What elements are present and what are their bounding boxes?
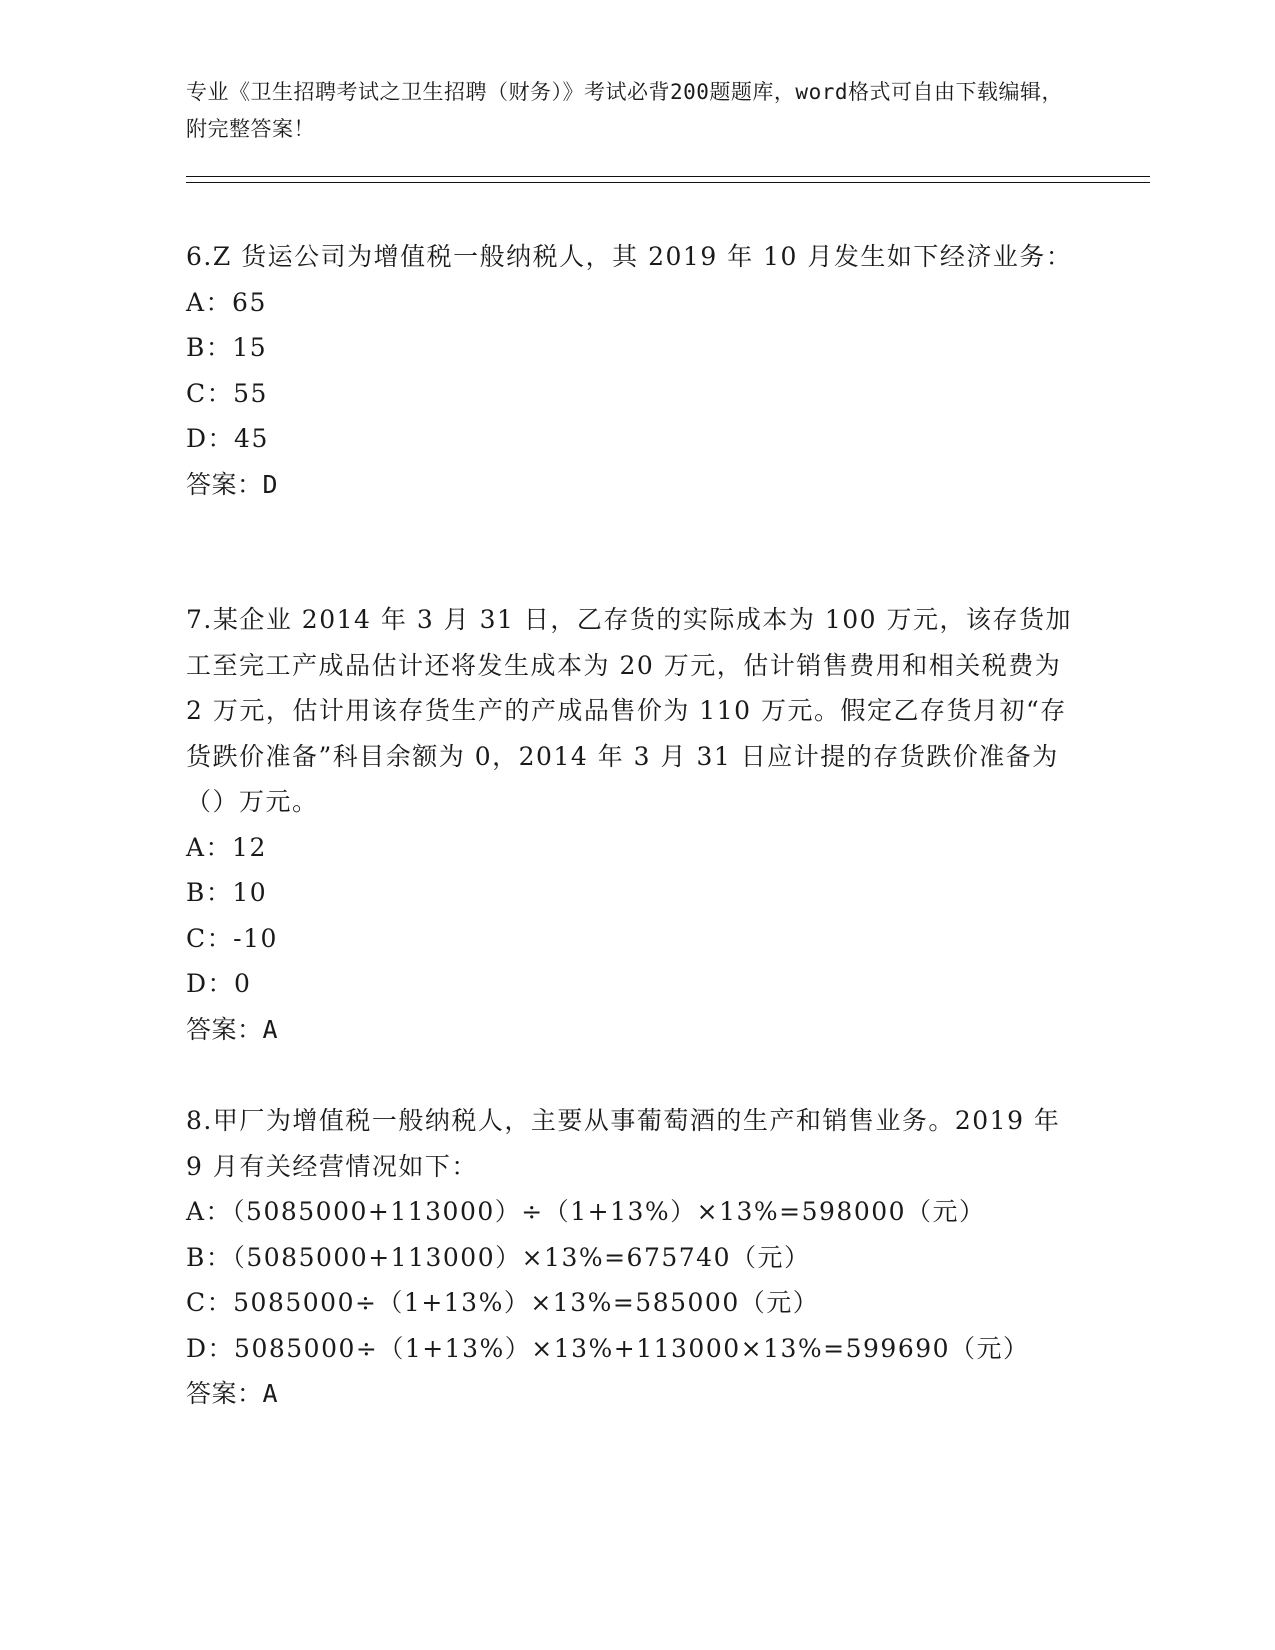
- header-text: 专业《卫生招聘考试之卫生招聘（财务）》考试必背200题题库，word格式可自由下载编辑，附完整答案！: [186, 80, 1063, 141]
- question-8: [186, 1098, 1086, 1417]
- answer-line: 答案：A: [186, 1014, 279, 1044]
- option-d: D：45: [186, 424, 269, 453]
- header-divider-top: [186, 176, 1150, 177]
- option-c: C：-10: [186, 923, 278, 953]
- option-a: A：65: [186, 287, 267, 317]
- question-6: [186, 234, 1086, 507]
- header-divider-bottom: [186, 182, 1150, 183]
- option-c: C：5085000÷（1+13%）×13%=585000（元）: [186, 1288, 820, 1317]
- option-c: C：55: [186, 378, 268, 408]
- question-7: [186, 597, 1086, 1052]
- question-stem: 7.某企业 2014 年 3 月 31 日，乙存货的实际成本为 100 万元，该存货加工至完工产成品估计还将发生成本为 20 万元，估计销售费用和相关税费为 2 万元，估计用该存货生产的产成品售价为 110 万元。假定乙存货月初“存货跌价准备”科目余额为 0，2014 年 3 月 31 日应计提的存货跌价准备为（）万元。: [186, 605, 1072, 816]
- answer-line: 答案：D: [186, 469, 279, 499]
- option-d: D：5085000÷（1+13%）×13%+113000×13%=599690（元）: [186, 1333, 1030, 1363]
- option-a: A：12: [186, 832, 267, 862]
- option-b: B：10: [186, 878, 268, 907]
- option-d: D：0: [186, 969, 252, 998]
- question-stem: 6.Z 货运公司为增值税一般纳税人，其 2019 年 10 月发生如下经济业务：: [186, 242, 1073, 271]
- option-b: B：15: [186, 333, 268, 362]
- question-stem: 8.甲厂为增值税一般纳税人，主要从事葡萄酒的生产和销售业务。2019 年 9 月有关经营情况如下：: [186, 1106, 1061, 1181]
- option-a: A：（5085000+113000）÷（1+13%）×13%=598000（元）: [186, 1197, 986, 1226]
- document-header: [186, 74, 1066, 148]
- option-b: B：（5085000+113000）×13%=675740（元）: [186, 1242, 811, 1272]
- answer-line: 答案：A: [186, 1379, 279, 1408]
